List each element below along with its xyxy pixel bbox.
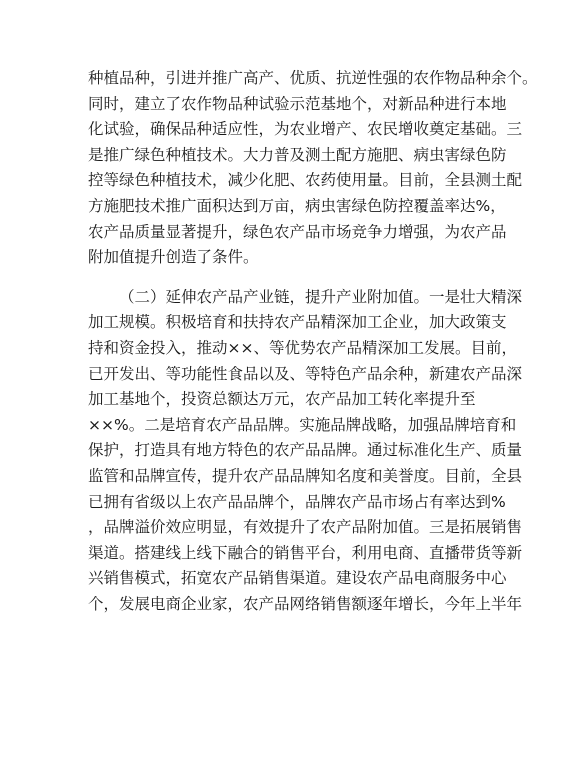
text-line: 农产品质量显著提升，绿色农产品市场竞争力增强，为农产品 — [88, 222, 507, 241]
text-line: 监管和品牌宣传，提升农产品品牌知名度和美誉度。目前，全县 — [88, 466, 523, 485]
text-line: ××%。二是培育农产品品牌。实施品牌战略，加强品牌培育和 — [88, 415, 517, 434]
text-line: 渠道。搭建线上线下融合的销售平台，利用电商、直播带货等新 — [88, 543, 523, 562]
paragraph-2 — [88, 285, 523, 618]
paragraph-spacing — [88, 271, 508, 285]
text-line: 控等绿色种植技术，减少化肥、农药使用量。目前，全县测土配 — [88, 171, 523, 190]
text-line: 附加值提升创造了条件。 — [88, 248, 259, 267]
text-line: 是推广绿色种植技术。大力普及测土配方施肥、病虫害绿色防 — [88, 145, 507, 164]
text-line: 加工规模。积极培育和扶持农产品精深加工企业，加大政策支 — [88, 313, 507, 332]
text-line: 加工基地个，投资总额达万元，农产品加工转化率提升至 — [88, 390, 476, 409]
text-line: 种植品种，引进并推广高产、优质、抗逆性强的农作物品种余个。 — [88, 69, 538, 87]
text-line: 持和资金投入，推动××、等优势农产品精深加工发展。目前， — [88, 338, 517, 357]
text-line: 个，发展电商企业家，农产品网络销售额逐年增长，今年上半年 — [88, 594, 523, 613]
text-line: 已拥有省级以上农产品品牌个，品牌农产品市场占有率达到% — [88, 492, 506, 511]
text-line: 化试验，确保品种适应性，为农业增产、农民增收奠定基础。三 — [88, 120, 523, 139]
text-line: 兴销售模式，拓宽农产品销售渠道。建设农产品电商服务中心 — [88, 569, 507, 588]
text-line: 保护，打造具有地方特色的农产品品牌。通过标准化生产、质量 — [88, 441, 523, 460]
text-line: ，品牌溢价效应明显，有效提升了农产品附加值。三是拓展销售 — [88, 518, 523, 537]
paragraph-1 — [88, 66, 538, 271]
text-line: 方施肥技术推广面积达到万亩，病虫害绿色防控覆盖率达%， — [88, 196, 506, 215]
text-line: 同时，建立了农作物品种试验示范基地个，对新品种进行本地 — [88, 94, 507, 113]
text-line: 已开发出、等功能性食品以及、等特色产品余种，新建农产品深 — [88, 364, 523, 383]
document-body — [88, 66, 538, 617]
text-line: （二）延伸农产品产业链，提升产业附加值。一是壮大精深 — [119, 287, 523, 306]
